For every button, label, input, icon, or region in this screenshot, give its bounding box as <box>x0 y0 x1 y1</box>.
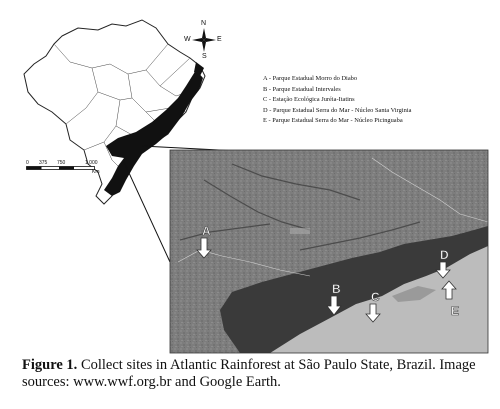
legend <box>263 74 498 127</box>
sao-paulo-label-spot <box>290 228 310 234</box>
compass-west: W <box>184 36 191 43</box>
legend-item: D - Parque Estadual Serra do Mar - Núcleo Santa Virginia <box>263 106 412 114</box>
legend-item: A - Parque Estadual Morro do Diabo <box>263 75 358 82</box>
legend-item: E - Parque Estadual Serra do Mar - Núcleo Picinguaba <box>263 117 403 124</box>
compass-north: N <box>201 20 207 27</box>
svg-text:E: E <box>451 304 460 318</box>
scale-unit: Km <box>92 169 100 175</box>
caption-label: Figure 1. <box>22 357 78 373</box>
caption-text: Collect sites in Atlantic Rainforest at São Paulo State, Brazil. Image sources: www.wwf.org.br and Google Earth. <box>22 357 476 390</box>
scale-bar-graphic <box>26 166 96 172</box>
scale-tick: 1,000 <box>85 160 98 166</box>
scale-tick: 750 <box>57 160 66 166</box>
legend-item: B - Parque Estadual Intervales <box>263 85 341 93</box>
scale-bar <box>26 160 106 180</box>
legend-item: C - Estação Ecológica Juréia-Itatins <box>263 96 355 103</box>
svg-text:C: C <box>371 290 380 304</box>
svg-text:D: D <box>440 248 449 262</box>
compass-rose <box>184 20 224 60</box>
compass-south: S <box>202 53 207 60</box>
svg-text:A: A <box>202 224 211 238</box>
figure-caption <box>22 357 492 391</box>
scale-tick: 375 <box>39 160 48 166</box>
scale-tick: 0 <box>26 160 29 166</box>
connector-line-bottom <box>124 162 170 262</box>
svg-text:B: B <box>332 282 341 296</box>
compass-east: E <box>217 36 222 43</box>
